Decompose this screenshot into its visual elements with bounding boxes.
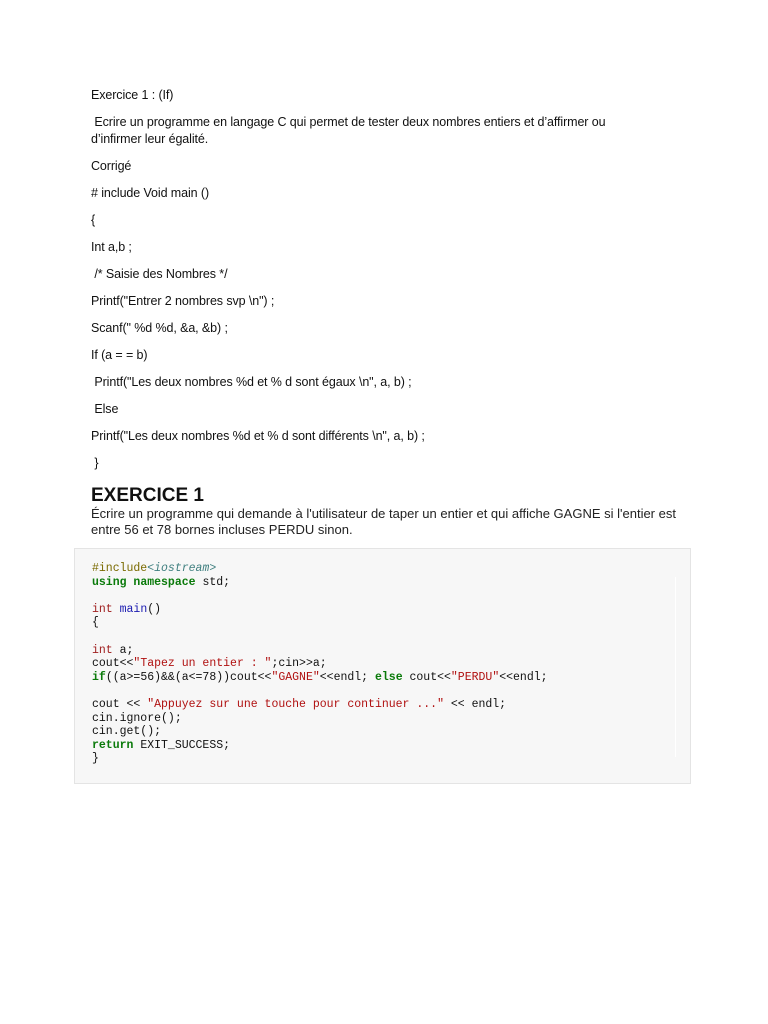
correction-label: Corrigé [91, 159, 132, 173]
exercise-description: Écrire un programme qui demande à l'utilisateur de taper un entier et qui affiche GAGNE si l'entier est entre 56 et 78 bornes incluses PERDU sinon. [91, 506, 676, 537]
code-block-edge [675, 577, 676, 757]
code-line: return EXIT_SUCCESS; [92, 738, 231, 752]
code-line: # include Void main () [91, 186, 210, 200]
code-line: } [92, 752, 99, 766]
code-line: Printf("Les deux nombres %d et % d sont égaux \n", a, b) ; [91, 375, 412, 389]
code-line: if((a>=56)&&(a<=78))cout<<"GAGNE"<<endl; else cout<<"PERDU"<<endl; [92, 670, 548, 684]
code-line-blank [92, 589, 548, 603]
code-line: Else [91, 402, 119, 416]
code-line: { [91, 213, 96, 227]
code-line: } [91, 456, 99, 470]
exercise-correction-section [91, 87, 651, 482]
exercise-title: Exercice 1 : (If) [91, 88, 174, 102]
code-line: Scanf(" %d %d, &a, &b) ; [91, 321, 228, 335]
code-line: cout << "Appuyez sur une touche pour continuer ..." << endl; [92, 697, 507, 711]
exercise-heading: EXERCICE 1 [91, 485, 204, 506]
code-line: cout<<"Tapez un entier : ";cin>>a; [92, 657, 327, 671]
code-line: { [92, 616, 99, 630]
code-line: Printf("Les deux nombres %d et % d sont différents \n", a, b) ; [91, 429, 425, 443]
code-line: cin.ignore(); [92, 711, 182, 725]
code-line-blank [92, 630, 548, 644]
code-line: int main() [92, 602, 162, 616]
code-line: Printf("Entrer 2 nombres svp \n") ; [91, 294, 275, 308]
code-line: int a; [92, 643, 134, 657]
exercise-section [91, 486, 691, 538]
code-listing [92, 562, 548, 766]
code-block [74, 548, 691, 784]
code-line-blank [92, 684, 548, 698]
exercise-statement: Ecrire un programme en langage C qui permet de tester deux nombres entiers et d’affirmer ou d’infirmer leur égalité. [91, 115, 609, 146]
code-line: #include<iostream> [92, 562, 217, 575]
code-comment: /* Saisie des Nombres */ [91, 267, 228, 281]
code-line: cin.get(); [92, 725, 162, 739]
code-line: If (a = = b) [91, 348, 148, 362]
code-line: Int a,b ; [91, 240, 132, 254]
code-line: using namespace std; [92, 575, 231, 589]
